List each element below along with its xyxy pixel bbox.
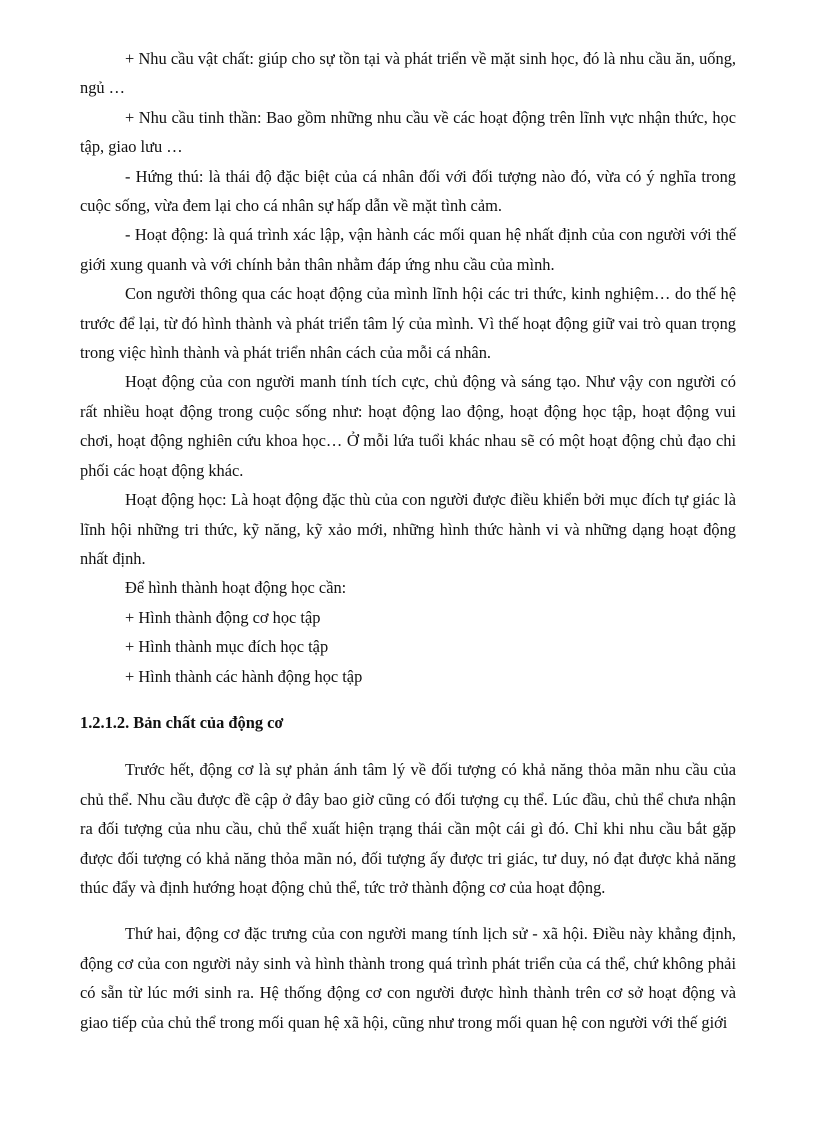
paragraph-motive-reflection: Trước hết, động cơ là sự phản ánh tâm lý về đối tượng có khả năng thỏa mãn nhu cầu của chủ thể. Nhu cầu được đề cập ở đây bao giờ cũng có đối tượng cụ thể. Lúc đầu, chủ thể chưa nhận ra đối tượng của nhu cầu, chủ thể xuất hiện trạng thái cần một cái gì đó. Chỉ khi nhu cầu bắt gặp được đối tượng có khả năng thỏa mãn nó, đối tượng ấy được tri giác, tư duy, nó đạt được khả năng thúc đẩy và định hướng hoạt động chủ thể, tức trở thành động cơ của hoạt động. (80, 760, 736, 897)
paragraph-spiritual-needs: + Nhu cầu tinh thần: Bao gồm những nhu cầu về các hoạt động trên lĩnh vực nhận thức, học tập, giao lưu … (80, 107, 736, 157)
document-page (80, 44, 736, 1037)
list-item-actions: + Hình thành các hành động học tập (125, 666, 363, 686)
list-item-purpose: + Hình thành mục đích học tập (125, 637, 329, 657)
spacer (80, 902, 736, 919)
paragraph-activity-definition: - Hoạt động: là quá trình xác lập, vận hành các mối quan hệ nhất định của con người với thế giới xung quanh và với chính bản thân nhằm đáp ứng nhu cầu của mình. (80, 225, 736, 274)
paragraph-activity-role: Con người thông qua các hoạt động của mình lĩnh hội các tri thức, kinh nghiệm… do thế hệ trước để lại, từ đó hình thành và phát triển tâm lý của mình. Vì thế hoạt động giữ vai trò quan trọng trong việc hình thành và phát triển nhân cách của mỗi cá nhân. (80, 284, 736, 363)
list-item-motivation: + Hình thành động cơ học tập (125, 607, 321, 627)
section-heading: 1.2.1.2. Bản chất của động cơ (80, 712, 284, 732)
paragraph-interest: - Hứng thú: là thái độ đặc biệt của cá nhân đối với đối tượng nào đó, vừa có ý nghĩa trong cuộc sống, vừa đem lại cho cá nhân sự hấp dẫn về mặt tình cảm. (80, 166, 736, 216)
spacer (80, 691, 736, 708)
paragraph-forming-learning: Để hình thành hoạt động học cần: (125, 578, 347, 598)
paragraph-learning-activity: Hoạt động học: Là hoạt động đặc thù của con người được điều khiển bởi mục đích tự giác là lĩnh hội những tri thức, kỹ năng, kỹ xảo mới, những hình thức hành vi và những dạng hoạt động nhất định. (80, 490, 736, 568)
paragraph-motive-historical: Thứ hai, động cơ đặc trưng của con người mang tính lịch sử - xã hội. Điều này khẳng định, động cơ của con người nảy sinh và hình thành trong quá trình phát triển của cá thể, chứ không phải có sẵn từ lúc mới sinh ra. Hệ thống động cơ con người được hình thành trên cơ sở hoạt động và giao tiếp của chủ thể trong mối quan hệ xã hội, cũng như trong mối quan hệ con người với thế giới (80, 924, 736, 1032)
spacer (80, 737, 736, 755)
paragraph-material-needs: + Nhu cầu vật chất: giúp cho sự tồn tại và phát triển về mặt sinh học, đó là nhu cầu ăn, uống, ngủ … (80, 49, 736, 98)
paragraph-activity-types: Hoạt động của con người manh tính tích cực, chủ động và sáng tạo. Như vậy con người có rất nhiều hoạt động trong cuộc sống như: hoạt động lao động, hoạt động học tập, hoạt động vui chơi, hoạt động nghiên cứu khoa học… Ở mỗi lứa tuổi khác nhau sẽ có một hoạt động chủ đạo chi phối các hoạt động khác. (80, 372, 736, 480)
